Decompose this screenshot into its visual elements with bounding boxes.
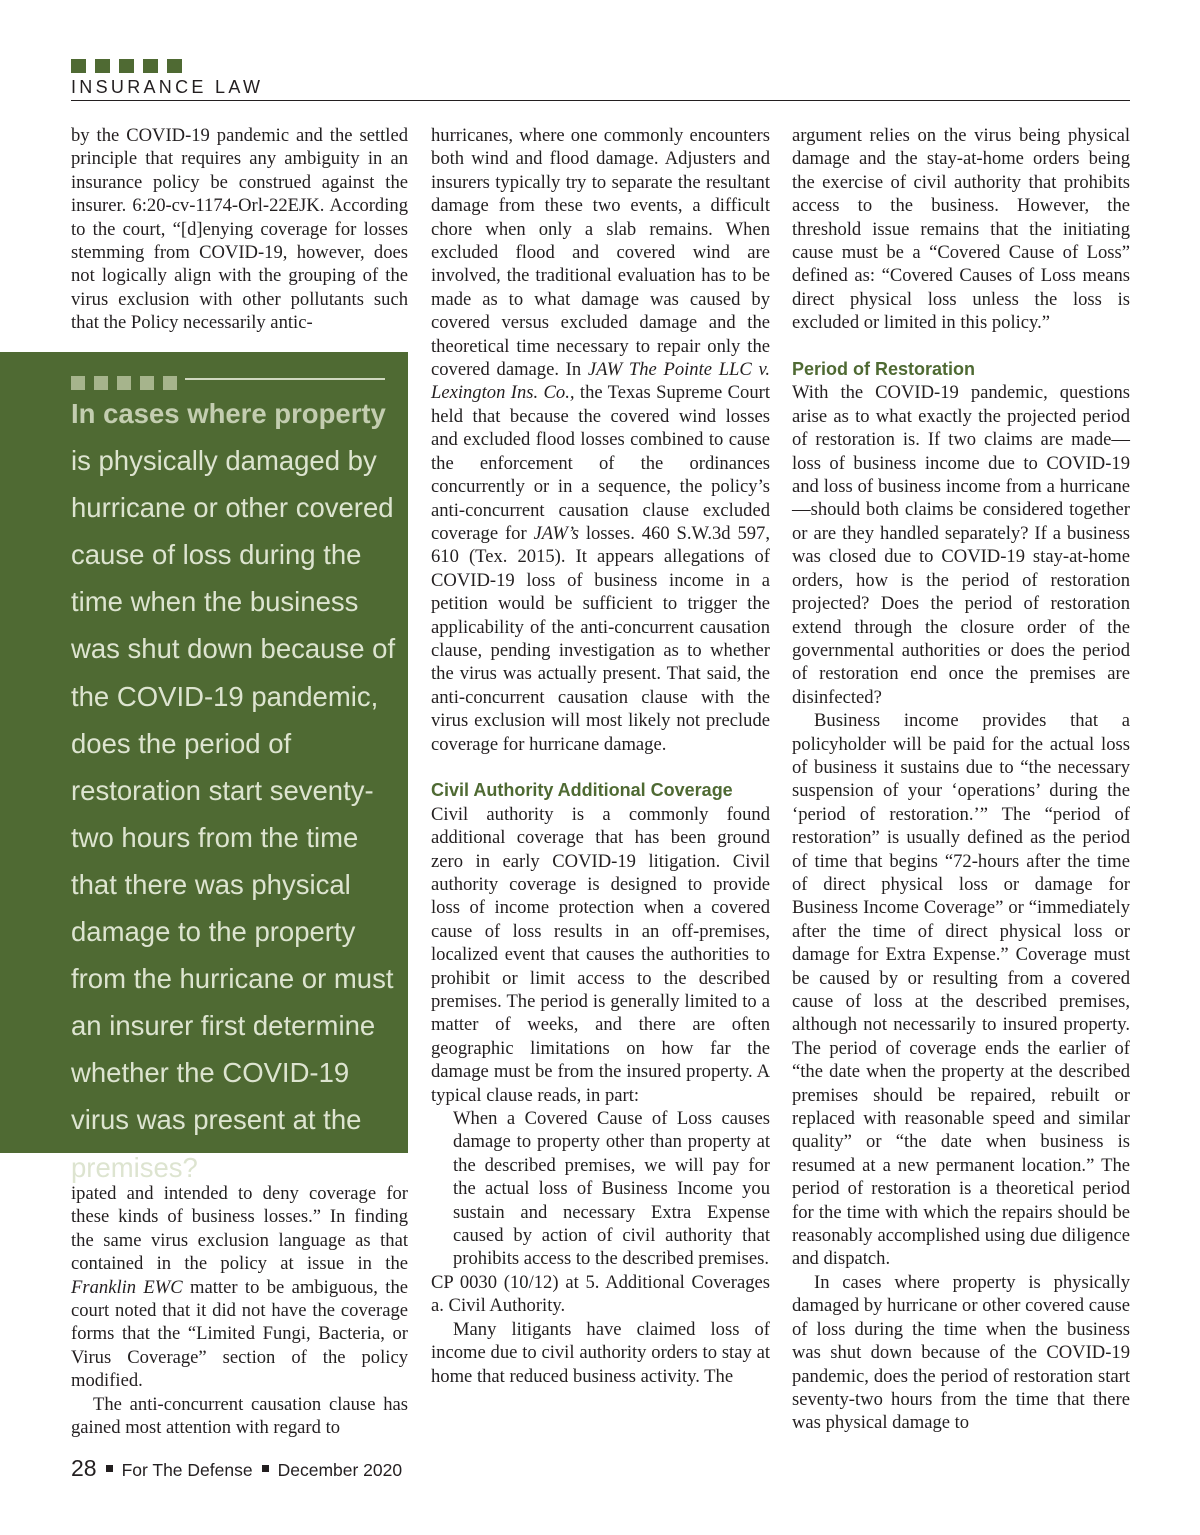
column-2-paragraph: Many litigants have claimed loss of income due to civil authority orders to stay at home that reduced business activity. The <box>431 1318 770 1387</box>
text-run: losses. 460 S.W.3d 597, 610 (Tex. 2015). It appears allegations of COVID-19 loss of business income in a petition would be sufficient to trigger the applicability of the anti-concurrent causation clause, pending investigation as to whether the virus was actually present. That said, the anti-concurrent causation clause with the virus exclusion will most likely not preclude coverage for hurricane damage. <box>431 522 771 755</box>
publication-name: For The Defense <box>121 1460 253 1480</box>
header-square-icon <box>167 59 182 73</box>
column-1-paragraph: by the COVID-19 pandemic and the settled principle that requires any ambiguity in an insurance policy be construed against the insurer. 6:20-cv-1174-Orl-22EJK. According to the court, “[d]enying coverage for losses stemming from COVID-19, however, does not logically align with the grouping of the virus exclusion with other pollutants such that the Policy necessarily antic- <box>71 125 408 334</box>
text-run: matter to be ambiguous, the court noted that it did not have the coverage forms that the “Limited Fungi, Bacteria, or Virus Coverage” section of the policy modified. <box>71 1276 408 1392</box>
footer-square-icon <box>262 1465 269 1472</box>
column-3-paragraph: Business income provides that a policyholder will be paid for the actual loss of business it sustains due to “the necessary suspension of your ‘operations’ during the ‘period of restoration.’” The “period of restoration” is usually defined as the period of time that begins “72-hours after the time of direct physical loss or damage for Business Income Coverage” or “immediately after the time of direct physical loss or damage for Extra Expense.” Coverage must be caused by or resulting from a covered cause of loss at the described premises, although not necessarily to insured property. The period of coverage ends the earlier of “the date when the property at the described premises should be repaired, rebuilt or replaced with reasonable speed and similar quality” or “the date when business is resumed at a new permanent location.” The period of restoration is a theoretical period for the time with which the repairs should be reasonably accomplished using due diligence and dispatch. <box>792 710 1130 1270</box>
pull-quote-square-icon <box>140 376 154 390</box>
column-3 <box>792 124 1130 1435</box>
text-run: the Texas Supreme Court held that because the covered wind losses and excluded flood losses combined to cause the enforcement of the ordinances concurrently or in a sequence, the policy’s anti-concurrent causation clause excluded coverage for <box>431 382 770 544</box>
footer-square-icon <box>106 1465 113 1472</box>
text-run: hurricanes, where one commonly encounters both wind and flood damage. Adjusters and insurers typically try to separate the resultant damage from these two events, a difficult chore when only a slab remains. When excluded flood and covered wind are involved, the traditional evaluation has to be made as to what damage was caused by covered versus excluded damage and the theoretical time necessary to repair only the covered damage. In <box>431 125 770 381</box>
pull-quote-square-icon <box>117 376 131 390</box>
header-square-icon <box>119 59 134 73</box>
column-2-paragraph <box>431 124 770 756</box>
issue-date: December 2020 <box>277 1460 403 1480</box>
column-2-paragraph: Civil authority is a commonly found additional coverage that has been ground zero in early COVID-19 litigation. Civil authority coverage is designed to provide loss of income protection when a covered cause of loss results in an off-premises, localized event that causes the authorities to prohibit or limit access to the described premises. The period is generally limited to a matter of weeks, and there are often geographic limitations on how far the damage must be from the insured property. A typical clause reads, in part: <box>431 803 770 1106</box>
pull-quote-square-icon <box>94 376 108 390</box>
case-name: Franklin EWC <box>71 1276 183 1298</box>
header-square-icon <box>71 59 86 73</box>
section-heading: Period of Restoration <box>792 359 976 380</box>
pull-quote-text <box>71 390 401 1191</box>
section-heading: Civil Authority Additional Coverage <box>431 780 733 801</box>
case-name: JAW The Pointe LLC v. Lexington Ins. Co., <box>431 359 770 404</box>
text-run: ipated and intended to deny coverage for these kinds of business losses.” In finding the same virus exclusion language as that contained in the policy at issue in the <box>71 1183 408 1275</box>
column-2 <box>431 124 770 1388</box>
page-footer <box>71 1455 402 1482</box>
pull-quote-body: is physically damaged by hurricane or other covered cause of loss during the time when the business was shut down because of the COVID-19 pandemic, does the period of restoration start seventy-two hours from the time that there was physical damage to the property from the hurricane or must an insurer first determine whether the COVID-19 virus was present at the premises? <box>71 445 396 1183</box>
pull-quote-rule <box>185 378 385 380</box>
page-number: 28 <box>71 1455 97 1481</box>
pull-quote-square-icon <box>71 376 85 390</box>
column-3-paragraph: With the COVID-19 pandemic, questions arise as to what exactly the projected period of restoration is. If two claims are made—loss of business income due to COVID-19 and loss of business income from a hurricane—should both claims be considered together or are they handled separately? If a business was closed due to COVID-19 stay-at-home orders, how is the period of restoration projected? Does the period of restoration extend through the closure order of the governmental authorities or does the period of restoration end once the premises are disinfected? <box>792 382 1130 708</box>
column-3-paragraph: In cases where property is physically damaged by hurricane or other covered cause of loss during the time when the business was shut down because of the COVID-19 pandemic, does the period of restoration start seventy-two hours from the time that there was physical damage to <box>792 1271 1130 1434</box>
column-1-paragraph: The anti-concurrent causation clause has gained most attention with regard to <box>71 1393 408 1439</box>
column-3-paragraph: argument relies on the virus being physical damage and the stay-at-home orders being the exercise of civil authority that prohibits access to the business. However, the threshold issue remains that the initiating cause must be a “Covered Cause of Loss” defined as: “Covered Causes of Loss means direct physical loss unless the loss is excluded or limited in this policy.” <box>792 125 1130 334</box>
pull-quote <box>0 352 408 1183</box>
column-1-bottom <box>71 1182 408 1439</box>
section-label: INSURANCE LAW <box>71 77 264 97</box>
header-square-icon <box>143 59 158 73</box>
header-square-icon <box>95 59 110 73</box>
case-name: JAW’s <box>533 522 579 544</box>
block-quote: When a Covered Cause of Loss causes damage to property other than property at the described premises, we will pay for the actual loss of Business Income you sustain and necessary Extra Expense caused by action of civil authority that prohibits access to the described premises. <box>453 1108 770 1270</box>
pull-quote-square-icon <box>163 376 177 390</box>
column-1-paragraph <box>71 1182 408 1393</box>
column-1-top <box>71 124 408 335</box>
pull-quote-lead: In cases where property <box>71 398 386 429</box>
header-rule <box>71 100 1130 101</box>
citation: CP 0030 (10/12) at 5. Additional Coverages a. Civil Authority. <box>431 1271 770 1317</box>
